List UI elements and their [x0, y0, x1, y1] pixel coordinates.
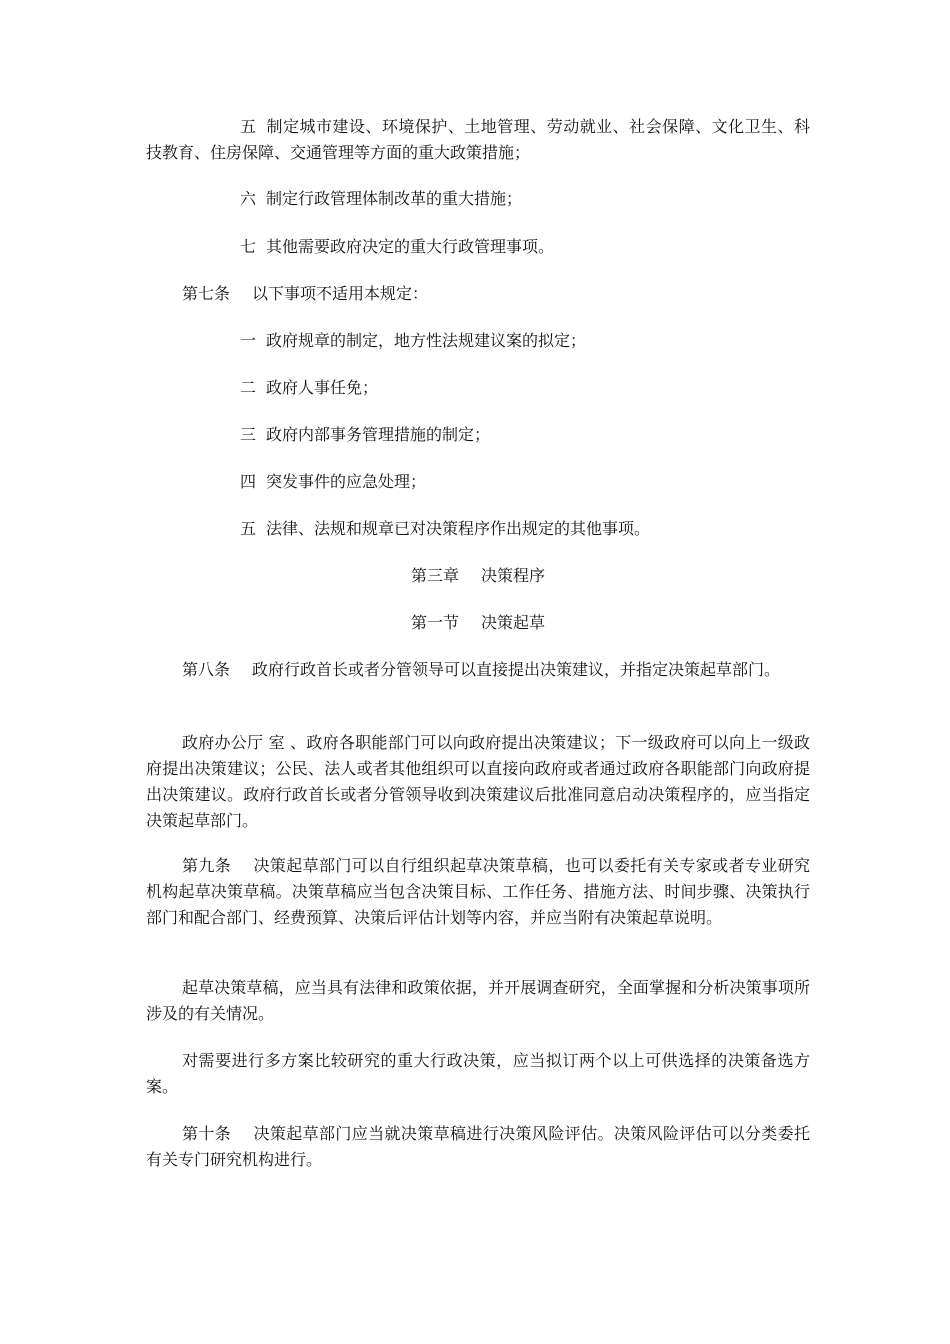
item-number: 五 — [240, 117, 257, 136]
article-label: 第八条 — [182, 660, 231, 679]
item-number: 六 — [240, 189, 257, 208]
item-number: 一 — [240, 331, 257, 350]
article-label: 第十条 — [182, 1124, 232, 1143]
section-title: 决策起草 — [481, 613, 546, 632]
item-text: 法律、法规和规章已对决策程序作出规定的其他事项。 — [266, 519, 651, 538]
article-7 — [146, 281, 810, 307]
chapter-heading — [146, 563, 810, 589]
item-number: 二 — [240, 378, 257, 397]
exempt-item-3 — [146, 422, 810, 448]
paragraph-draft-basis: 起草决策草稿，应当具有法律和政策依据，并开展调查研究，全面掌握和分析决策事项所涉及的有关情况。 — [146, 978, 810, 1023]
article-label: 第九条 — [182, 856, 232, 875]
article-9 — [146, 853, 810, 931]
item-number: 七 — [240, 237, 257, 256]
article-8 — [146, 657, 810, 683]
item-text: 政府内部事务管理措施的制定； — [266, 425, 491, 444]
article-text: 以下事项不适用本规定： — [252, 284, 429, 303]
item-number: 四 — [240, 472, 257, 491]
article-label: 第七条 — [182, 284, 231, 303]
item-5-policy — [146, 114, 810, 166]
article-10 — [146, 1121, 810, 1173]
exempt-item-2 — [146, 375, 810, 401]
article-text: 决策起草部门可以自行组织起草决策草稿，也可以委托有关专家或者专业研究机构起草决策草稿。决策草稿应当包含决策目标、工作任务、措施方法、时间步骤、决策执行部门和配合部门、经费预算、决策后评估计划等内容，并应当附有决策起草说明。 — [146, 856, 810, 927]
item-6-reform — [146, 186, 810, 212]
chapter-label: 第三章 — [410, 566, 459, 585]
item-number: 五 — [240, 519, 257, 538]
exempt-item-1 — [146, 328, 810, 354]
item-text: 制定城市建设、环境保护、土地管理、劳动就业、社会保障、文化卫生、科技教育、住房保障、交通管理等方面的重大政策措施； — [146, 117, 810, 162]
item-7-other — [146, 234, 810, 260]
chapter-title: 决策程序 — [481, 566, 546, 585]
paragraph-office-proposals: 政府办公厅 室 、政府各职能部门可以向政府提出决策建议；下一级政府可以向上一级政府提出决策建议；公民、法人或者其他组织可以直接向政府或者通过政府各职能部门向政府提出决策建议。政府行政首长或者分管领导收到决策建议后批准同意启动决策程序的，应当指定决策起草部门。 — [146, 733, 810, 830]
article-text: 决策起草部门应当就决策草稿进行决策风险评估。决策风险评估可以分类委托有关专门研究机构进行。 — [146, 1124, 810, 1169]
item-text: 制定行政管理体制改革的重大措施； — [266, 189, 523, 208]
section-heading — [146, 610, 810, 636]
item-text: 其他需要政府决定的重大行政管理事项。 — [266, 237, 555, 256]
exempt-item-5 — [146, 516, 810, 542]
article-text: 政府行政首长或者分管领导可以直接提出决策建议，并指定决策起草部门。 — [252, 660, 781, 679]
item-text: 政府人事任免； — [266, 378, 379, 397]
exempt-item-4 — [146, 469, 810, 495]
item-number: 三 — [240, 425, 257, 444]
item-text: 突发事件的应急处理； — [266, 472, 427, 491]
paragraph-multiple-options: 对需要进行多方案比较研究的重大行政决策，应当拟订两个以上可供选择的决策备选方案。 — [146, 1051, 810, 1096]
section-label: 第一节 — [410, 613, 459, 632]
item-text: 政府规章的制定，地方性法规建议案的拟定； — [266, 331, 587, 350]
